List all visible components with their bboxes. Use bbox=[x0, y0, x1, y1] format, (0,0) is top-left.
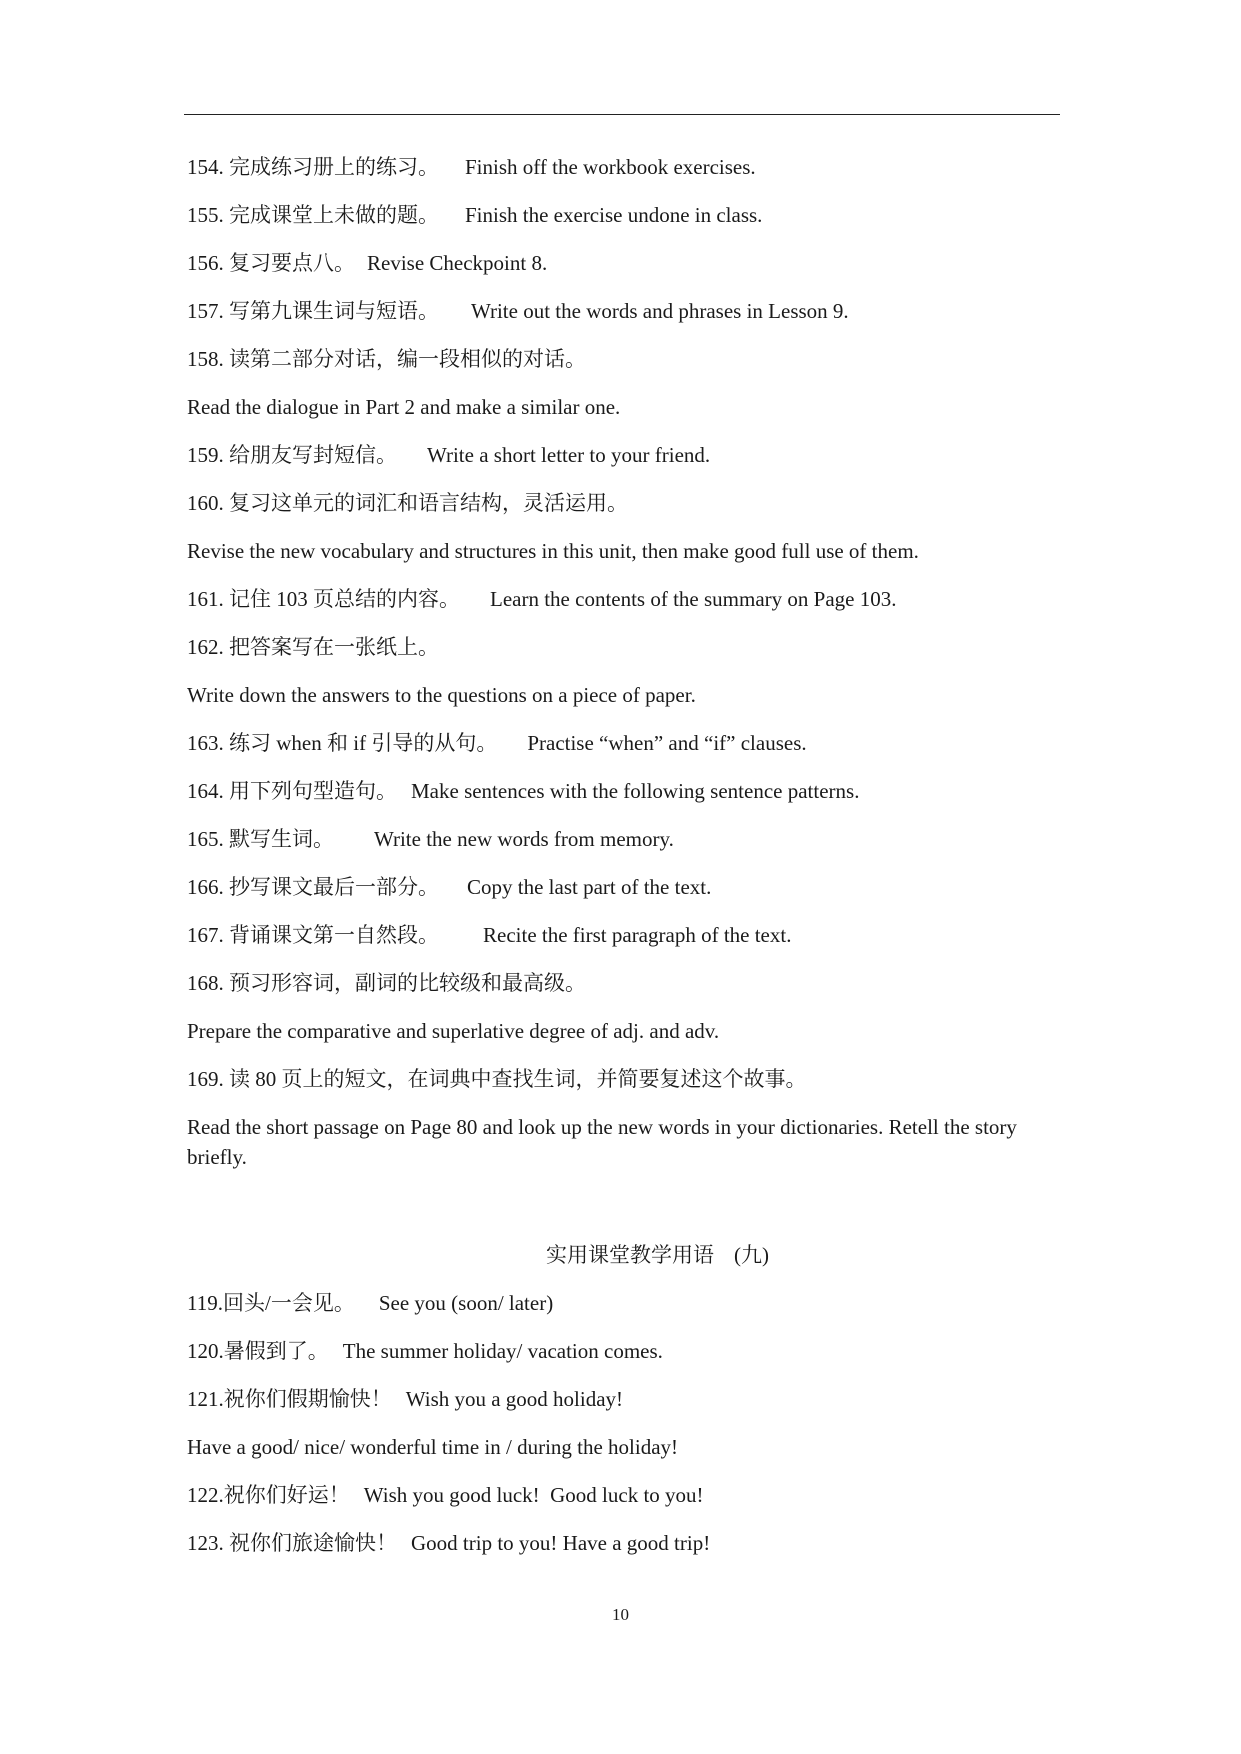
list-item bbox=[187, 296, 849, 326]
list-item bbox=[187, 1528, 710, 1558]
item-number: 120. bbox=[187, 1339, 224, 1363]
item-number: 154. bbox=[187, 155, 224, 179]
item-en: The summer holiday/ vacation comes. bbox=[342, 1339, 663, 1363]
page-number: 10 bbox=[612, 1605, 629, 1624]
item-zh: 祝你们假期愉快！ bbox=[223, 1387, 392, 1411]
item-en-line: Read the short passage on Page 80 and look up the new words in your dictionaries. Retell the story briefly. bbox=[187, 1115, 1017, 1169]
item-en-line: Prepare the comparative and superlative degree of adj. and adv. bbox=[187, 1019, 720, 1043]
item-zh: 复习这单元的词汇和语言结构，灵活运用。 bbox=[229, 491, 628, 515]
item-number: 158. bbox=[187, 347, 224, 371]
item-number: 156. bbox=[187, 251, 224, 275]
item-en: Good trip to you! Have a good trip! bbox=[411, 1531, 711, 1555]
item-en-line: Read the dialogue in Part 2 and make a similar one. bbox=[187, 395, 621, 419]
item-en: Write out the words and phrases in Lesson 9. bbox=[471, 299, 849, 323]
item-en: See you (soon/ later) bbox=[378, 1291, 554, 1315]
list-item bbox=[187, 344, 586, 374]
item-zh: 读 80 页上的短文，在词典中查找生词，并简要复述这个故事。 bbox=[229, 1067, 807, 1091]
item-en: Write a short letter to your friend. bbox=[427, 443, 711, 467]
item-zh: 写第九课生词与短语。 bbox=[229, 299, 439, 323]
list-item bbox=[187, 920, 791, 950]
item-zh: 默写生词。 bbox=[229, 827, 334, 851]
item-number: 165. bbox=[187, 827, 224, 851]
item-number: 160. bbox=[187, 491, 224, 515]
item-number: 122. bbox=[187, 1483, 224, 1507]
header-rule bbox=[184, 114, 1060, 115]
item-zh: 完成课堂上未做的题。 bbox=[229, 203, 439, 227]
item-number: 167. bbox=[187, 923, 224, 947]
list-item bbox=[187, 440, 710, 470]
list-item bbox=[187, 968, 586, 998]
list-item bbox=[187, 1480, 704, 1510]
list-item bbox=[187, 1336, 663, 1366]
item-zh: 抄写课文最后一部分。 bbox=[229, 875, 439, 899]
item-en: Wish you good luck! Good luck to you! bbox=[363, 1483, 704, 1507]
list-item bbox=[187, 584, 896, 614]
item-number: 121. bbox=[187, 1387, 224, 1411]
item-en: Finish the exercise undone in class. bbox=[465, 203, 763, 227]
item-en: Recite the first paragraph of the text. bbox=[483, 923, 792, 947]
item-en: Wish you a good holiday! bbox=[405, 1387, 624, 1411]
item-zh: 用下列句型造句。 bbox=[229, 779, 397, 803]
item-en-line: Write down the answers to the questions on a piece of paper. bbox=[187, 683, 696, 707]
item-zh: 把答案写在一张纸上。 bbox=[229, 635, 439, 659]
item-number: 169. bbox=[187, 1067, 224, 1091]
item-en: Practise “when” and “if” clauses. bbox=[527, 731, 807, 755]
item-en: Learn the contents of the summary on Page 103. bbox=[490, 587, 897, 611]
item-number: 166. bbox=[187, 875, 224, 899]
list-item bbox=[187, 248, 547, 278]
item-number: 162. bbox=[187, 635, 224, 659]
list-item bbox=[187, 872, 711, 902]
item-zh: 预习形容词，副词的比较级和最高级。 bbox=[229, 971, 586, 995]
item-number: 159. bbox=[187, 443, 224, 467]
item-zh: 背诵课文第一自然段。 bbox=[229, 923, 439, 947]
item-zh: 给朋友写封短信。 bbox=[229, 443, 397, 467]
list-item bbox=[187, 1064, 807, 1094]
item-zh: 祝你们好运！ bbox=[223, 1483, 350, 1507]
item-number: 168. bbox=[187, 971, 224, 995]
item-zh: 记住 103 页总结的内容。 bbox=[229, 587, 460, 611]
item-number: 157. bbox=[187, 299, 224, 323]
item-zh: 练习 when 和 if 引导的从句。 bbox=[229, 731, 498, 755]
item-zh: 读第二部分对话，编一段相似的对话。 bbox=[229, 347, 586, 371]
item-en: Finish off the workbook exercises. bbox=[465, 155, 756, 179]
list-item bbox=[187, 824, 674, 854]
section-heading bbox=[0, 1240, 1241, 1270]
list-item bbox=[187, 776, 859, 806]
item-number: 164. bbox=[187, 779, 224, 803]
list-item bbox=[187, 488, 628, 518]
item-number: 161. bbox=[187, 587, 224, 611]
item-en-line: Revise the new vocabulary and structures in this unit, then make good full use of them. bbox=[187, 539, 919, 563]
list-item bbox=[187, 728, 807, 758]
item-zh: 暑假到了。 bbox=[223, 1339, 329, 1363]
item-zh: 祝你们旅途愉快！ bbox=[229, 1531, 397, 1555]
item-number: 119. bbox=[187, 1291, 223, 1315]
section-suffix: (九) bbox=[734, 1243, 769, 1267]
item-zh: 回头/一会见。 bbox=[222, 1291, 355, 1315]
list-item bbox=[187, 200, 762, 230]
item-number: 123. bbox=[187, 1531, 224, 1555]
item-en: Make sentences with the following sentence patterns. bbox=[411, 779, 860, 803]
item-zh: 完成练习册上的练习。 bbox=[229, 155, 439, 179]
item-number: 163. bbox=[187, 731, 224, 755]
item-en: Write the new words from memory. bbox=[374, 827, 674, 851]
item-en: Revise Checkpoint 8. bbox=[367, 251, 548, 275]
list-item bbox=[187, 152, 756, 182]
list-item bbox=[187, 632, 439, 662]
item-zh: 复习要点八。 bbox=[229, 251, 355, 275]
section-title: 实用课堂教学用语 bbox=[546, 1243, 714, 1267]
list-item bbox=[187, 1384, 623, 1414]
item-en-line: Have a good/ nice/ wonderful time in / during the holiday! bbox=[187, 1435, 679, 1459]
item-number: 155. bbox=[187, 203, 224, 227]
list-item bbox=[187, 1288, 553, 1318]
item-en: Copy the last part of the text. bbox=[467, 875, 712, 899]
